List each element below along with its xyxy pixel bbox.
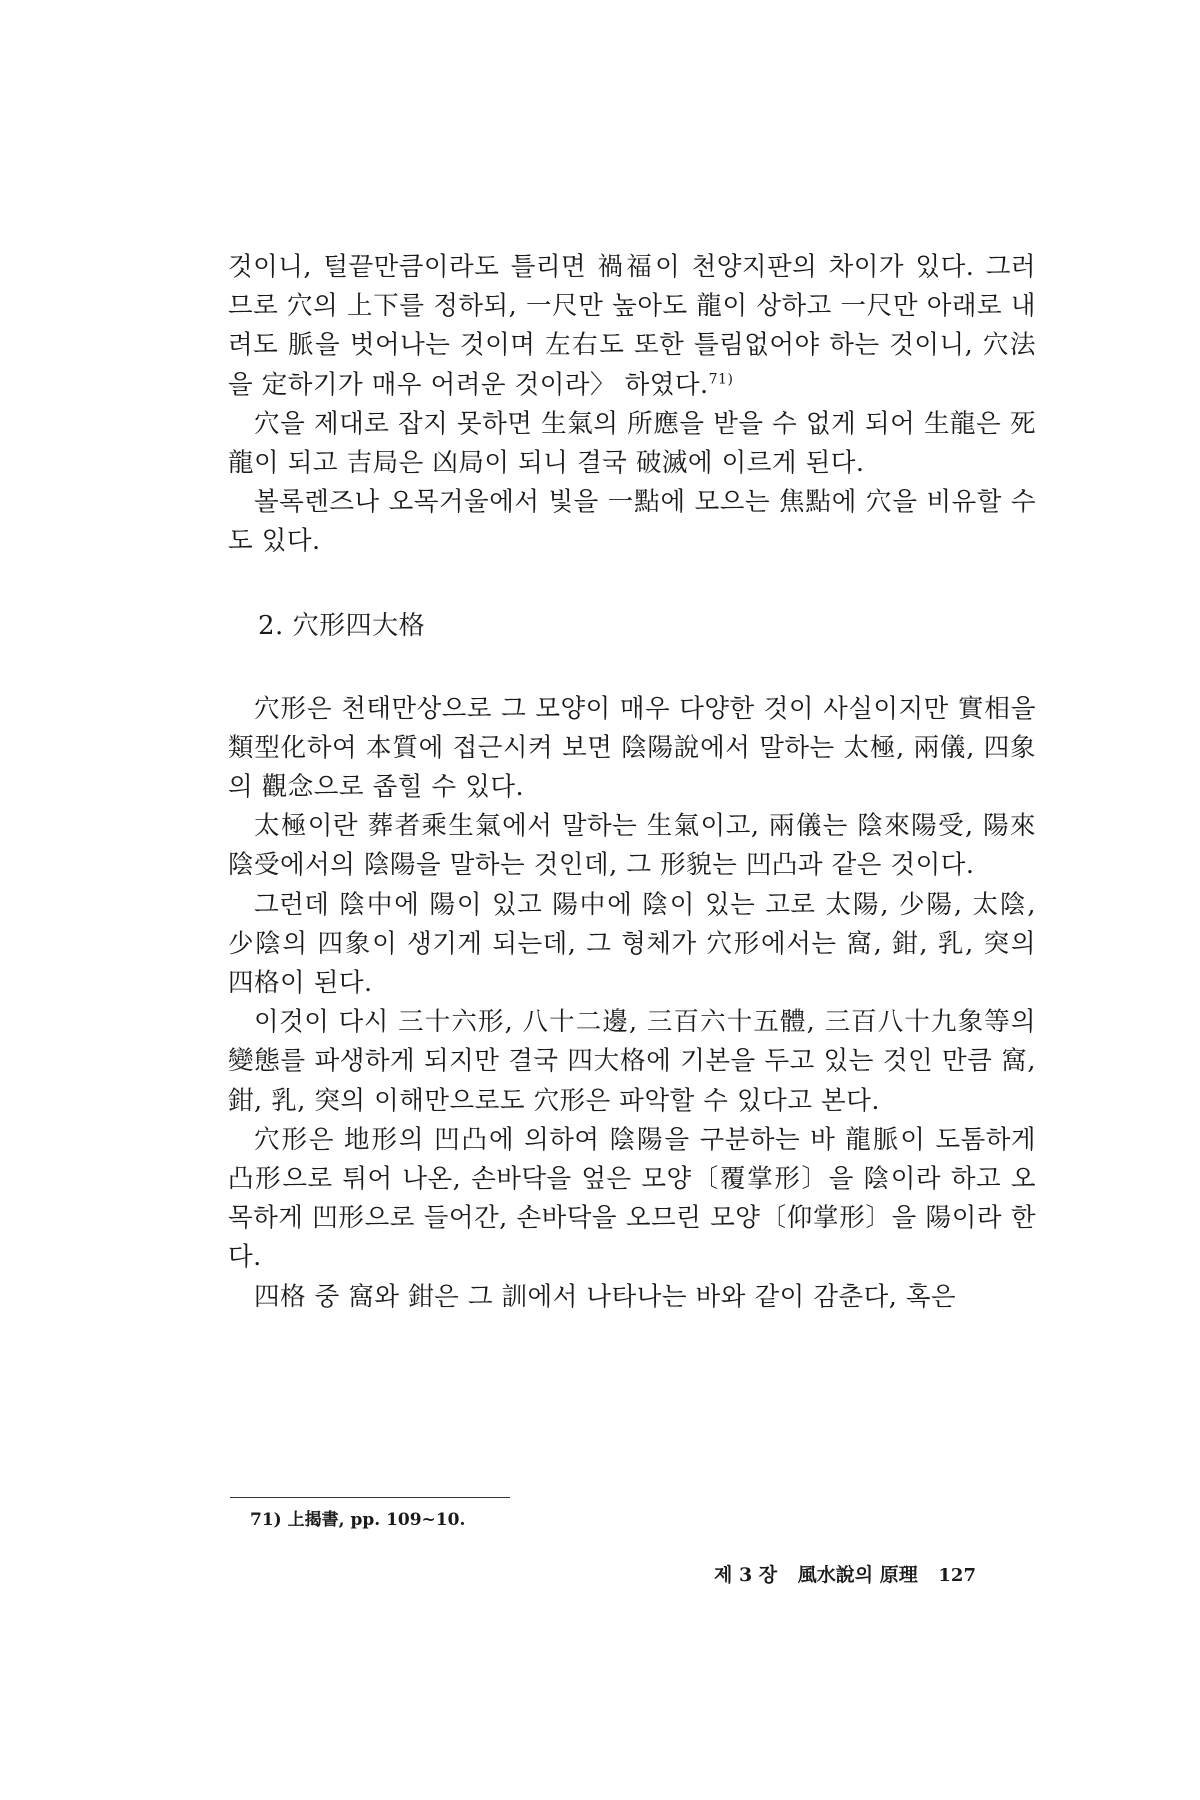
footer-chapter: 제 3 장 xyxy=(714,1564,778,1586)
paragraph-9: 四格 중 窩와 鉗은 그 訓에서 나타나는 바와 같이 감춘다, 혹은 xyxy=(254,1281,957,1312)
paragraph-2: 穴을 제대로 잡지 못하면 生氣의 所應을 받을 수 없게 되어 生龍은 死龍이 되고 吉局은 凶局이 되니 결국 破滅에 이르게 된다. xyxy=(228,408,1036,479)
paragraph-3: 볼록렌즈나 오목거울에서 빛을 一點에 모으는 焦點에 穴을 비유할 수도 있다. xyxy=(228,487,1036,557)
paragraph-1-text: 것이니, 털끝만큼이라도 틀리면 禍福이 천양지판의 차이가 있다. 그러므로 穴의 上下를 정하되, 一尺만 높아도 龍이 상하고 一尺만 아래로 내려도 脈을 벗어나는 것이며 左右도 또한 틀림없어야 하는 것이니, 穴法을 定하기가 매우 어려운 것이라〉 하였다. xyxy=(228,252,1036,400)
paragraph-8: 穴形은 地形의 凹凸에 의하여 陰陽을 구분하는 바 龍脈이 도톰하게 凸形으로 튀어 나온, 손바닥을 엎은 모양〔覆掌形〕을 陰이라 하고 오목하게 凹形으로 들어간, 손바닥을 오므린 모양〔仰掌形〕을 陽이라 한다. xyxy=(228,1124,1036,1273)
page-number: 127 xyxy=(938,1565,976,1586)
footnote-reference-71: 71) xyxy=(708,371,734,388)
paragraph-5: 太極이란 葬者乘生氣에서 말하는 生氣이고, 兩儀는 陰來陽受, 陽來陰受에서의 陰陽을 말하는 것인데, 그 形貌는 凹凸과 같은 것이다. xyxy=(228,811,1036,881)
section-number: 2. xyxy=(258,610,284,641)
footnote-divider xyxy=(230,1497,510,1498)
section-title: 穴形四大格 xyxy=(292,610,426,641)
body-text xyxy=(228,248,1036,1317)
section-heading xyxy=(228,606,1036,646)
running-footer xyxy=(714,1562,976,1589)
paragraph-1 xyxy=(228,248,1036,405)
paragraph-4: 穴形은 천태만상으로 그 모양이 매우 다양한 것이 사실이지만 實相을 類型化하여 本質에 접근시켜 보면 陰陽說에서 말하는 太極, 兩儀, 四象의 觀念으로 좁힐 수 있다. xyxy=(228,693,1036,803)
paragraph-6: 그런데 陰中에 陽이 있고 陽中에 陰이 있는 고로 太陽, 少陽, 太陰, 少陰의 四象이 생기게 되는데, 그 형체가 穴形에서는 窩, 鉗, 乳, 突의 四格이 된다. xyxy=(228,889,1036,999)
paragraph-7: 이것이 다시 三十六形, 八十二邊, 三百六十五體, 三百八十九象等의 變態를 파생하게 되지만 결국 四大格에 기본을 두고 있는 것인 만큼 窩, 鉗, 乳, 突의 이해만으로도 穴形은 파악할 수 있다고 본다. xyxy=(228,1007,1036,1116)
footer-title: 風水說의 原理 xyxy=(797,1564,918,1586)
footnote-71: 71) 上揭書, pp. 109~10. xyxy=(250,1510,466,1530)
